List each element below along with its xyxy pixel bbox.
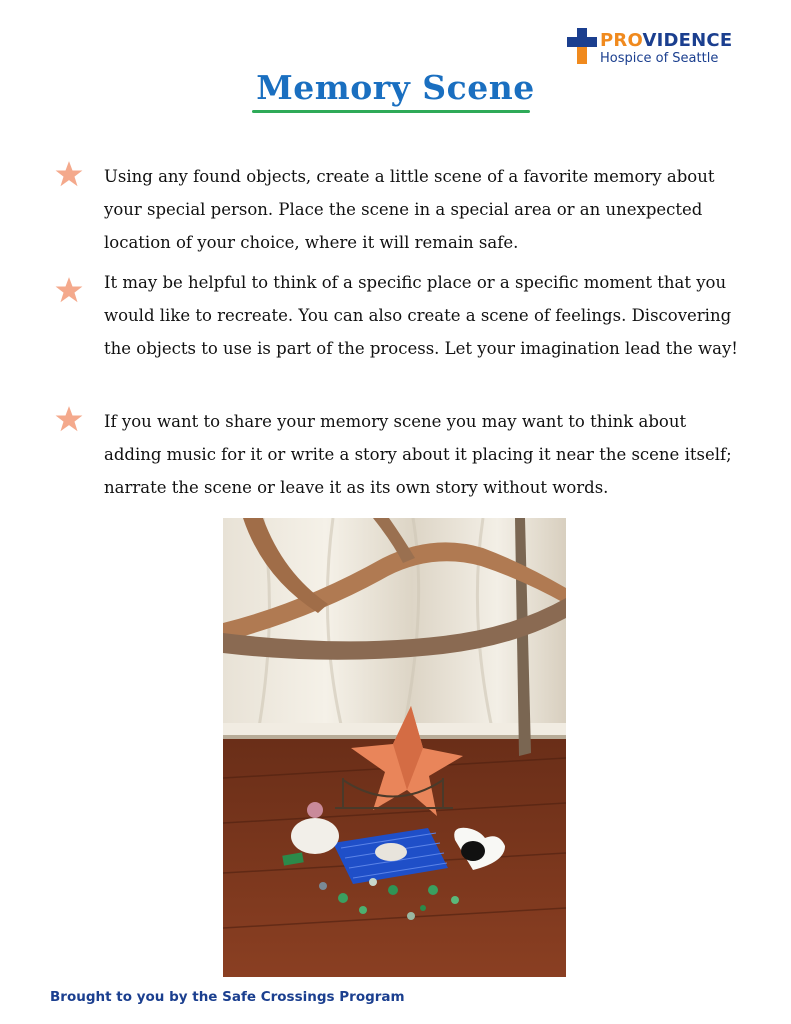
cross-icon [567, 28, 597, 64]
bullet-text: If you want to share your memory scene you may want to think about adding music for it or write a story about it placing it near the scene itself; narrate the scene or leave it as its own story without words. [104, 412, 732, 497]
star-icon [55, 160, 83, 188]
memory-scene-illustration [223, 518, 566, 977]
memory-scene-photo [223, 518, 566, 977]
providence-logo [567, 28, 742, 72]
star-icon [55, 276, 83, 304]
footer-credit: Brought to you by the Safe Crossings Program [50, 989, 405, 1005]
bullet-text: Using any found objects, create a little scene of a favorite memory about your special person. Place the scene in a special area or an unexpected location of your choice, where it will remain safe. [104, 167, 715, 252]
logo-subtitle: Hospice of Seattle [600, 51, 719, 66]
page-title: Memory Scene [256, 68, 535, 107]
title-underline [252, 110, 530, 113]
star-icon [55, 405, 83, 433]
bullet-text: It may be helpful to think of a specific place or a specific moment that you would like to recreate. You can also create a scene of feelings. Discovering the objects to use is part of the process. Let your imagination lead the way! [104, 273, 738, 358]
logo-brand: PROVIDENCE [600, 30, 733, 51]
